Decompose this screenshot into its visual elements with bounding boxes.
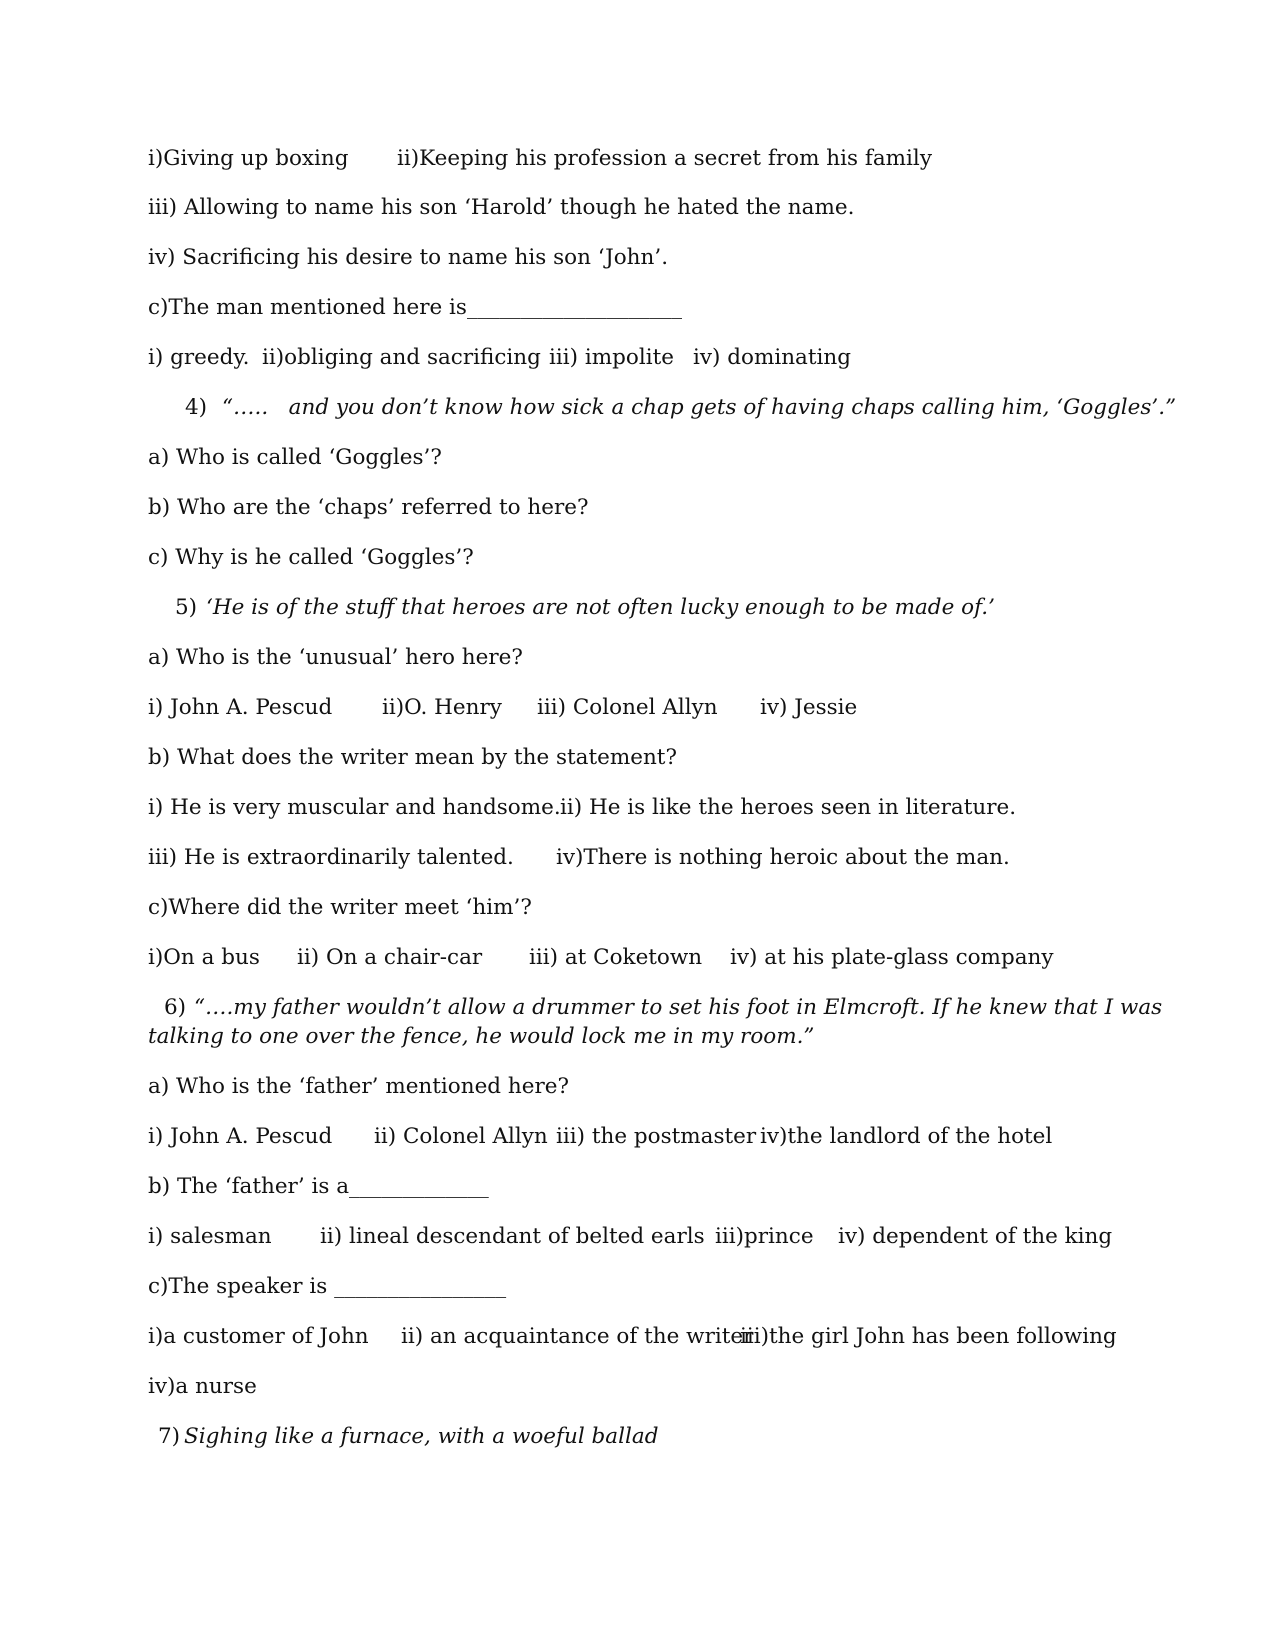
q5-b-option-i: i) He is very muscular and handsome.	[148, 795, 561, 820]
q6-a-option-iii: iii) the postmaster	[556, 1124, 757, 1149]
q6-c-question: c)The speaker is ________________	[148, 1274, 507, 1299]
q6-number: 6)	[164, 995, 187, 1020]
q6-b-option-i: i) salesman	[148, 1224, 272, 1249]
q4-a-question: a) Who is called ‘Goggles’?	[148, 445, 442, 470]
q7-number: 7)	[158, 1424, 181, 1449]
q4-c-question: c) Why is he called ‘Goggles’?	[148, 545, 474, 570]
q3-b-option-iv: iv) Sacrificing his desire to name his son ‘John’.	[148, 245, 669, 270]
q3-c-option-i: i) greedy.	[148, 345, 250, 370]
q6-b-option-iv: iv) dependent of the king	[838, 1224, 1113, 1249]
q4-quote: “….. and you don’t know how sick a chap gets of having chaps calling him, ‘Goggles’.”	[222, 395, 1177, 420]
q6-b-option-ii: ii) lineal descendant of belted earls	[320, 1224, 705, 1249]
q6-quote-line1: “….my father wouldn’t allow a drummer to set his foot in Elmcroft. If he knew that I was	[194, 995, 1163, 1020]
q5-c-question: c)Where did the writer meet ‘him’?	[148, 895, 532, 920]
q4-number: 4)	[185, 395, 208, 420]
q3-b-option-ii: ii)Keeping his profession a secret from his family	[397, 146, 932, 171]
q5-b-option-ii: ii) He is like the heroes seen in literature.	[560, 795, 1017, 820]
q3-b-option-i: i)Giving up boxing	[148, 146, 349, 171]
q5-b-question: b) What does the writer mean by the statement?	[148, 745, 677, 770]
q6-quote-line2: talking to one over the fence, he would lock me in my room.”	[148, 1024, 815, 1049]
q6-a-option-ii: ii) Colonel Allyn	[374, 1124, 548, 1149]
q6-a-option-iv: iv)the landlord of the hotel	[760, 1124, 1053, 1149]
q7-quote: Sighing like a furnace, with a woeful ballad	[184, 1424, 659, 1449]
q5-b-option-iii: iii) He is extraordinarily talented.	[148, 845, 514, 870]
q5-c-option-ii: ii) On a chair-car	[297, 945, 483, 970]
q6-c-option-i: i)a customer of John	[148, 1324, 369, 1349]
q3-c-option-ii: ii)obliging and sacrificing	[262, 345, 541, 370]
q6-b-question: b) The ‘father’ is a_____________	[148, 1174, 489, 1199]
q5-a-option-iii: iii) Colonel Allyn	[537, 695, 718, 720]
q6-b-option-iii: iii)prince	[715, 1224, 814, 1249]
q6-c-option-iii: iii)the girl John has been following	[740, 1324, 1117, 1349]
q6-a-question: a) Who is the ‘father’ mentioned here?	[148, 1074, 570, 1099]
q6-c-option-ii: ii) an acquaintance of the writer	[401, 1324, 754, 1349]
q5-a-option-ii: ii)O. Henry	[382, 695, 502, 720]
q5-a-question: a) Who is the ‘unusual’ hero here?	[148, 645, 523, 670]
q5-a-option-iv: iv) Jessie	[760, 695, 858, 720]
q5-c-option-iii: iii) at Coketown	[529, 945, 703, 970]
q3-c-option-iii: iii) impolite	[549, 345, 674, 370]
q5-quote: ‘He is of the stuff that heroes are not often lucky enough to be made of.’	[206, 595, 995, 620]
q3-c-option-iv: iv) dominating	[693, 345, 852, 370]
q5-c-option-iv: iv) at his plate-glass company	[730, 945, 1054, 970]
q5-b-option-iv: iv)There is nothing heroic about the man.	[556, 845, 1010, 870]
q3-b-option-iii: iii) Allowing to name his son ‘Harold’ though he hated the name.	[148, 195, 855, 220]
q3-c-question: c)The man mentioned here is____________________	[148, 295, 682, 320]
q5-a-option-i: i) John A. Pescud	[148, 695, 333, 720]
q4-b-question: b) Who are the ‘chaps’ referred to here?	[148, 495, 589, 520]
q6-c-option-iv: iv)a nurse	[148, 1374, 257, 1399]
q5-number: 5)	[175, 595, 198, 620]
q6-a-option-i: i) John A. Pescud	[148, 1124, 333, 1149]
q5-c-option-i: i)On a bus	[148, 945, 260, 970]
